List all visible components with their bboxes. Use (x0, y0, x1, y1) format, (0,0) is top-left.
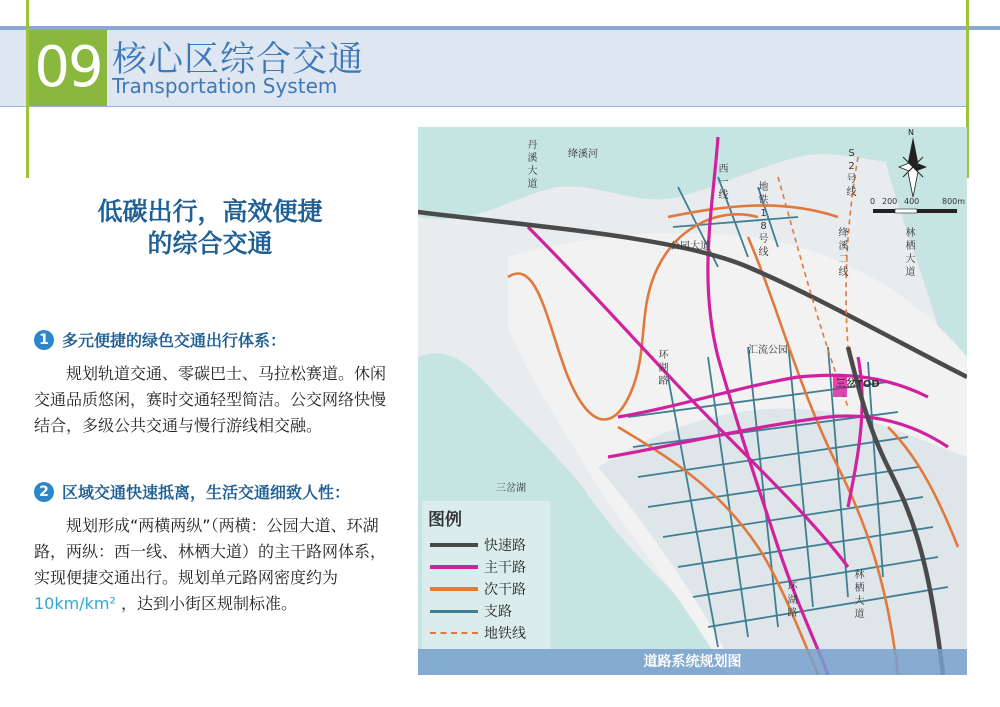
section-2-badge: 2 (34, 482, 54, 502)
road-system-map (418, 127, 967, 675)
slogan-line-1: 低碳出行，高效便捷 (97, 197, 323, 226)
page-title: 核心区综合交通 (112, 40, 365, 80)
legend-title: 图例 (428, 510, 462, 530)
scale-tick-200: 200 (882, 197, 898, 206)
legend-label-expressway: 快速路 (484, 538, 526, 554)
legend-item-main-road (430, 557, 526, 577)
section-1-body: 规划轨道交通、零碳巴士、马拉松赛道。休闲交通品质悠闲，赛时交通轻型简洁。公交网络快慢结合，多级公共交通与慢行游线相交融。 (34, 364, 387, 435)
section-1-title: 多元便捷的绿色交通出行体系： (62, 331, 287, 350)
map-caption: 道路系统规划图 (643, 654, 742, 670)
map-legend (422, 501, 550, 649)
label-linqi-avenue-south: 林栖大道 (854, 570, 865, 620)
scale-tick-0: 0 (870, 197, 876, 206)
legend-swatch-secondary-road (430, 587, 478, 591)
label-sancha-tod: 三岔TOD (836, 379, 880, 390)
label-linqi-avenue-north: 林栖大道 (905, 228, 916, 278)
slogan (40, 196, 380, 260)
label-s2-line: S2号线 (846, 148, 857, 198)
legend-item-metro (430, 623, 526, 643)
legend-item-secondary-road (430, 579, 526, 599)
legend-swatch-local-road (430, 610, 478, 613)
legend-item-expressway (430, 535, 526, 555)
legend-swatch-main-road (430, 565, 478, 569)
legend-label-metro: 地铁线 (484, 626, 526, 642)
legend-swatch-metro (430, 632, 478, 634)
label-huiliu-park: 汇流公园 (748, 345, 788, 356)
label-huanhu-road-north: 环湖路 (658, 350, 669, 387)
scale-tick-400: 400 (904, 197, 920, 206)
section-2-text (34, 513, 392, 617)
legend-label-main-road: 主干路 (484, 560, 526, 576)
header-bottom-rule (0, 106, 968, 107)
slogan-line-2: 的综合交通 (147, 229, 273, 258)
label-xiyi-line: 西一线 (718, 164, 729, 201)
section-1-text (34, 361, 392, 439)
legend-label-local-road: 支路 (484, 604, 512, 620)
label-jiangxi-river: 绛溪河 (568, 149, 598, 160)
section-2-title: 区域交通快速抵离，生活交通细致人性： (62, 483, 351, 502)
legend-item-local-road (430, 601, 512, 621)
scale-tick-800: 800m (942, 197, 966, 206)
label-huanhu-road-south: 环湖路 (787, 582, 798, 619)
section-2-body-start: 规划形成“两横两纵”（两横：公园大道、环湖路，两纵：西一线、林栖大道）的主干路网体系，实现便捷交通出行。规划单元路网密度约为 (34, 516, 387, 587)
section-1-badge: 1 (34, 330, 54, 350)
section-2-body-end: ，达到小街区规制标准。 (120, 594, 297, 613)
scale-bar (873, 209, 957, 213)
chapter-number: 09 (29, 30, 107, 106)
legend-label-secondary-road: 次干路 (484, 582, 526, 598)
label-jiangxi-ii-line: 绛溪二线 (838, 228, 849, 278)
label-park-avenue: 公园大道 (670, 241, 710, 252)
page-subtitle: Transportation System (112, 74, 338, 98)
label-metro-18: 地铁18号线 (758, 182, 769, 258)
section-1-heading (34, 328, 286, 351)
label-sancha-lake: 三岔湖 (496, 483, 526, 494)
label-danxi-avenue: 丹溪大道 (527, 140, 538, 190)
north-label: N (908, 128, 914, 137)
legend-swatch-expressway (430, 543, 478, 547)
section-2-heading (34, 480, 350, 503)
road-density-value: 10km/km² (34, 594, 116, 613)
